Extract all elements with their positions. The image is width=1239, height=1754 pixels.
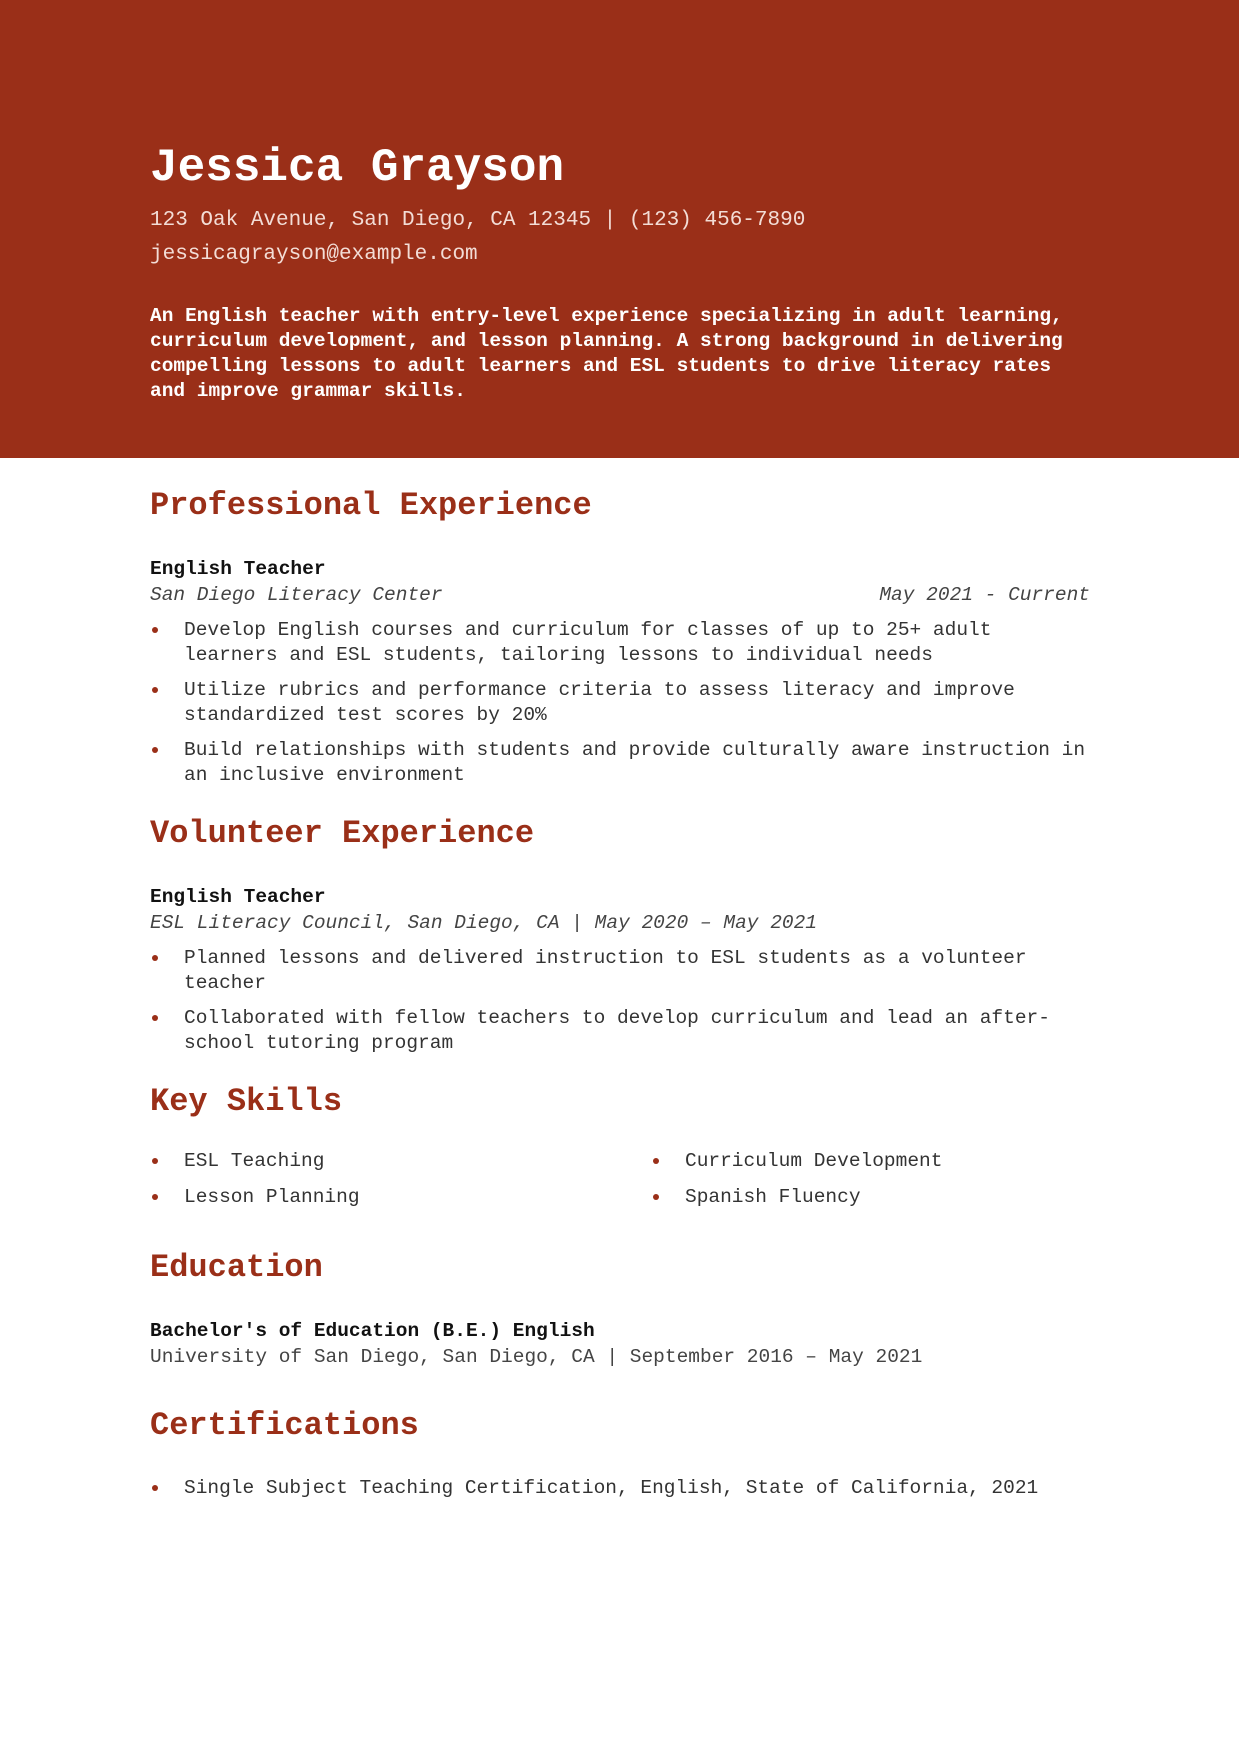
job-meta bbox=[150, 582, 1090, 608]
list-item: Planned lessons and delivered instruction to ESL students as a volunteer teacher bbox=[150, 946, 1090, 996]
certifications-list bbox=[150, 1476, 1090, 1501]
bullet-icon bbox=[152, 1485, 158, 1491]
bullet-icon bbox=[152, 1194, 158, 1200]
bullet-icon bbox=[152, 1158, 158, 1164]
bullet-icon bbox=[152, 1015, 158, 1021]
certifications-section bbox=[150, 1406, 1089, 1501]
bullet-icon bbox=[152, 627, 158, 633]
section-title: Professional Experience bbox=[150, 487, 592, 524]
resume-header bbox=[0, 0, 1239, 458]
education-details: University of San Diego, San Diego, CA | September 2016 – May 2021 bbox=[150, 1346, 923, 1368]
job-dates: May 2021 - Current bbox=[879, 584, 1090, 606]
job-title: English Teacher bbox=[150, 558, 326, 580]
list-item: Develop English courses and curriculum for classes of up to 25+ adult learners and ESL students, tailoring lessons to individual needs bbox=[150, 618, 1090, 668]
skill-item: Spanish Fluency bbox=[651, 1184, 1091, 1210]
resume-body bbox=[0, 458, 1239, 1501]
candidate-name: Jessica Grayson bbox=[150, 142, 565, 194]
professional-experience-section bbox=[150, 486, 1089, 788]
skill-item: Lesson Planning bbox=[150, 1184, 651, 1210]
list-item: Build relationships with students and provide culturally aware instruction in an inclusive environment bbox=[150, 738, 1090, 788]
section-title: Volunteer Experience bbox=[150, 815, 535, 852]
skills-grid bbox=[150, 1148, 1089, 1210]
contact-email: jessicagrayson@example.com bbox=[150, 243, 478, 266]
degree: Bachelor's of Education (B.E.) English bbox=[150, 1320, 595, 1342]
bullet-icon bbox=[152, 687, 158, 693]
list-item: Single Subject Teaching Certification, English, State of California, 2021 bbox=[150, 1476, 1090, 1501]
skill-item: Curriculum Development bbox=[651, 1148, 1091, 1174]
skill-item: ESL Teaching bbox=[150, 1148, 651, 1174]
responsibilities-list bbox=[150, 946, 1090, 1056]
job-meta: ESL Literacy Council, San Diego, CA | May 2020 – May 2021 bbox=[150, 912, 818, 934]
volunteer-experience-section bbox=[150, 814, 1089, 1056]
list-item: Utilize rubrics and performance criteria to assess literacy and improve standardized test scores by 20% bbox=[150, 678, 1090, 728]
bullet-icon bbox=[152, 955, 158, 961]
bullet-icon bbox=[152, 747, 158, 753]
section-title: Key Skills bbox=[150, 1083, 343, 1120]
section-title: Certifications bbox=[150, 1407, 419, 1444]
education-section bbox=[150, 1248, 1089, 1370]
bullet-icon bbox=[653, 1194, 659, 1200]
job-title: English Teacher bbox=[150, 886, 326, 908]
key-skills-section bbox=[150, 1082, 1089, 1210]
list-item: Collaborated with fellow teachers to develop curriculum and lead an after-school tutoring program bbox=[150, 1006, 1090, 1056]
bullet-icon bbox=[653, 1158, 659, 1164]
section-title: Education bbox=[150, 1249, 323, 1286]
professional-summary: An English teacher with entry-level experience specializing in adult learning, curriculum development, and lesson planning. A strong background in delivering compelling lessons to adult learners and ESL students to drive literacy rates and improve grammar skills. bbox=[150, 305, 1063, 402]
employer: San Diego Literacy Center bbox=[150, 584, 443, 606]
responsibilities-list bbox=[150, 618, 1090, 788]
contact-address-phone: 123 Oak Avenue, San Diego, CA 12345 | (123) 456-7890 bbox=[150, 209, 806, 232]
